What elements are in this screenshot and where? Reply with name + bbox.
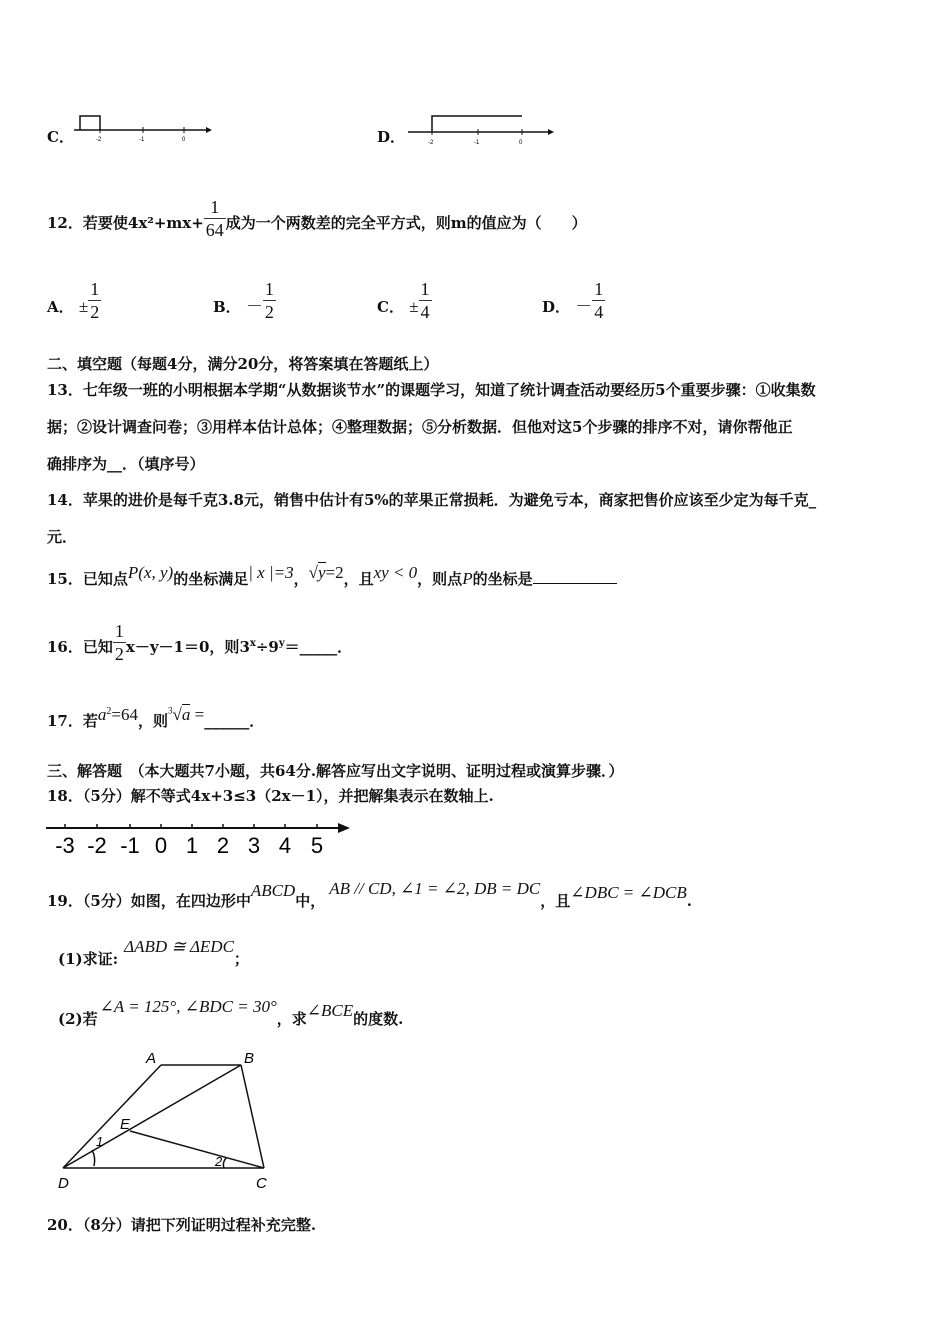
q15-question: 15．已知点P(x, y)的坐标满足| x |=3，√y=2，且xy < 0，则点P的坐标是 [47,568,617,589]
q13-line2: 据；②设计调查问卷；③用样本估计总体；④整理数据；⑤分析数据．但他对这5个步骤的排序不对，请你帮他正 [47,418,793,436]
c-tick-label: -2 [96,137,102,143]
d-solution-bracket [432,116,522,132]
q14-line2: 元． [47,528,78,546]
q11-option-d-label: D． [377,128,406,146]
q16-question: 16．已知 $\frac{1}{2}$ x－y－1＝0，则$3^x\div 9^y=\_\_\_\_\_$． [47,621,353,664]
q18-tick-label: 4 [278,833,292,858]
q18-tick-label: 3 [247,833,261,858]
q12-option-c: C． ± $\frac{1}{4}$ [377,279,430,322]
q12-question: 12．若要使4x²+mx+ $\frac{1}{64}$ 成为一个两数差的完全平方式，则m的值应为（ ） [47,197,587,240]
segment-bc [241,1065,264,1168]
angle2-arc [223,1158,226,1168]
q11-option-c-label: C． [47,128,74,146]
q13-line3: 确排序为__．（填序号） [47,455,205,473]
q17-question: 17．若$a^2=64$，则$^3$√a =______． [47,705,265,730]
label-d: D [58,1175,69,1192]
angle1-arc [92,1150,95,1166]
label-c: C [256,1175,267,1192]
d-tick-label: 0 [519,140,523,146]
label-a: A [146,1050,157,1067]
d-tick-label: -2 [428,140,434,146]
q18-tick-label: 5 [310,833,324,858]
q18-tick-label: 2 [216,833,230,858]
q14-line1: 14．苹果的进价是每千克3.8元，销售中估计有5%的苹果正常损耗．为避免亏本，商家把售价应该至少定为每千克_ [47,491,817,509]
q18-tick-label: -3 [55,833,75,858]
label-angle1: 1 [96,1134,104,1149]
q18-arrow [338,823,350,833]
q19-figure [48,1045,288,1195]
q18-tick-label: -2 [87,833,107,858]
c-arrow [206,127,212,133]
q18-question: 18．（5分）解不等式4x+3≤3（2x－1），并把解集表示在数轴上. [47,787,494,805]
label-b: B [244,1050,255,1067]
q12-option-a: A． ± $\frac{1}{2}$ [47,279,100,322]
q11-option-c-numberline [72,108,212,148]
q18-tick-label: -1 [120,833,140,858]
q18-tick-label: 1 [185,833,199,858]
q11-option-d-numberline [402,108,560,150]
segment-ad [63,1065,161,1168]
d-tick-label: -1 [474,140,480,146]
section3-title: 三、解答题 （本大题共7小题，共64分.解答应写出文字说明、证明过程或演算步骤．） [47,762,624,780]
q12-option-d: D． － $\frac{1}{4}$ [542,279,604,322]
q13-line1: 13．七年级一班的小明根据本学期“从数据谈节水”的课题学习，知道了统计调查活动要经历5个重要步骤：①收集数 [47,381,816,399]
label-angle2: 2 [215,1154,223,1169]
c-tick-label: -1 [139,137,145,143]
label-e: E [120,1116,131,1133]
q18-tick-label: 0 [154,833,168,858]
q20-question: 20．（8分）请把下列证明过程补充完整. [47,1216,317,1234]
c-solution-bracket [80,116,100,130]
segment-db [63,1065,241,1168]
q18-numberline[interactable] [44,815,354,861]
q12-option-b: B． － $\frac{1}{2}$ [213,279,274,322]
segment-ec [130,1131,264,1168]
d-arrow [548,129,554,135]
q19-part1: (1)求证:ΔABD ≅ ΔEDC； [58,937,249,968]
section2-title: 二、填空题（每题4分，满分20分，将答案填在答题纸上） [47,355,439,373]
q19-part2: (2)若∠A = 125°, ∠BDC = 30°，求∠BCE的度数. [58,997,404,1028]
c-tick-label: 0 [182,137,186,143]
q19-question: 19．（5分）如图，在四边形中ABCD中，AB // CD, ∠1 = ∠2, DB = DC，且∠DBC = ∠DCB. [47,879,692,910]
